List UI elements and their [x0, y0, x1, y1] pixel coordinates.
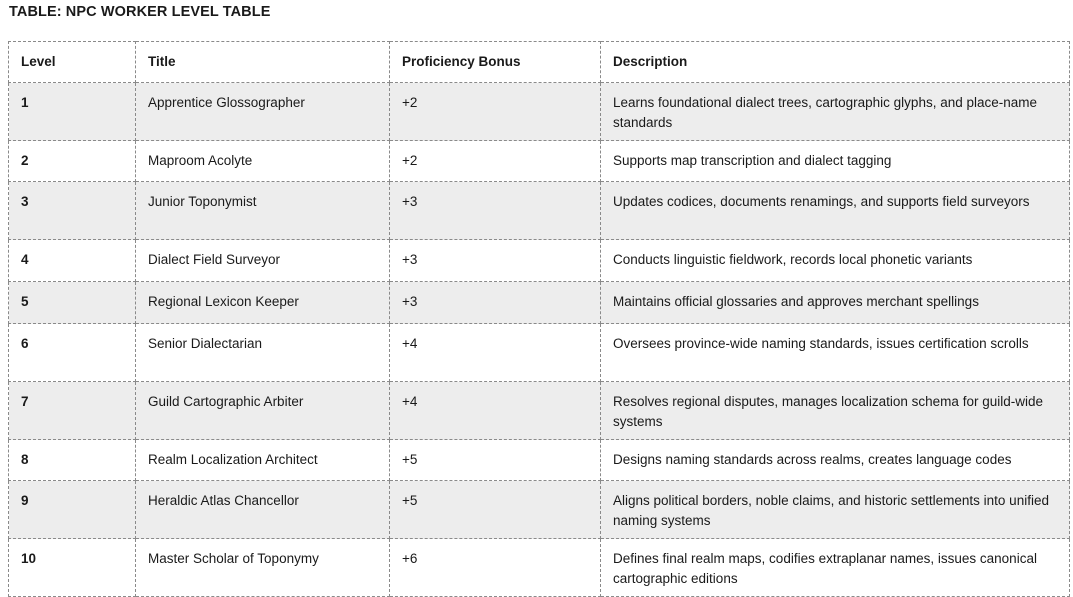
- bonus-cell: +3: [390, 282, 601, 324]
- level-cell: 10: [9, 539, 136, 597]
- table-row: [9, 240, 1070, 282]
- bonus-cell: +3: [390, 240, 601, 282]
- description-cell: Designs naming standards across realms, creates language codes: [601, 440, 1070, 481]
- title-cell: Apprentice Glossographer: [136, 83, 390, 141]
- bonus-cell: +2: [390, 141, 601, 182]
- description-cell: Supports map transcription and dialect tagging: [601, 141, 1070, 182]
- title-cell: Master Scholar of Toponymy: [136, 539, 390, 597]
- bonus-cell: +5: [390, 440, 601, 481]
- table-row: [9, 440, 1070, 481]
- bonus-cell: +2: [390, 83, 601, 141]
- title-cell: Dialect Field Surveyor: [136, 240, 390, 282]
- table-row: [9, 382, 1070, 440]
- title-cell: Heraldic Atlas Chancellor: [136, 481, 390, 539]
- table-row: [9, 141, 1070, 182]
- bonus-cell: +6: [390, 539, 601, 597]
- title-cell: Maproom Acolyte: [136, 141, 390, 182]
- description-cell: Oversees province-wide naming standards, issues certification scrolls: [601, 324, 1070, 382]
- title-cell: Guild Cartographic Arbiter: [136, 382, 390, 440]
- table-caption: TABLE: NPC WORKER LEVEL TABLE: [9, 4, 271, 20]
- table-row: [9, 324, 1070, 382]
- table-row: [9, 182, 1070, 240]
- description-cell: Defines final realm maps, codifies extraplanar names, issues canonical cartographic editions: [601, 539, 1070, 597]
- description-cell: Aligns political borders, noble claims, and historic settlements into unified naming systems: [601, 481, 1070, 539]
- table-row: [9, 539, 1070, 597]
- title-cell: Regional Lexicon Keeper: [136, 282, 390, 324]
- level-cell: 5: [9, 282, 136, 324]
- level-cell: 1: [9, 83, 136, 141]
- level-cell: 7: [9, 382, 136, 440]
- table-header-row: [9, 42, 1070, 83]
- title-cell: Realm Localization Architect: [136, 440, 390, 481]
- description-cell: Updates codices, documents renamings, and supports field surveyors: [601, 182, 1070, 240]
- bonus-cell: +5: [390, 481, 601, 539]
- npc-worker-level-table: [8, 41, 1070, 597]
- level-cell: 6: [9, 324, 136, 382]
- title-cell: Senior Dialectarian: [136, 324, 390, 382]
- header-title: Title: [136, 42, 390, 83]
- header-description: Description: [601, 42, 1070, 83]
- bonus-cell: +3: [390, 182, 601, 240]
- bonus-cell: +4: [390, 324, 601, 382]
- level-cell: 8: [9, 440, 136, 481]
- description-cell: Maintains official glossaries and approves merchant spellings: [601, 282, 1070, 324]
- table-row: [9, 282, 1070, 324]
- level-cell: 2: [9, 141, 136, 182]
- description-cell: Conducts linguistic fieldwork, records local phonetic variants: [601, 240, 1070, 282]
- level-cell: 3: [9, 182, 136, 240]
- header-level: Level: [9, 42, 136, 83]
- title-cell: Junior Toponymist: [136, 182, 390, 240]
- description-cell: Learns foundational dialect trees, cartographic glyphs, and place-name standards: [601, 83, 1070, 141]
- description-cell: Resolves regional disputes, manages localization schema for guild-wide systems: [601, 382, 1070, 440]
- table-row: [9, 83, 1070, 141]
- level-cell: 4: [9, 240, 136, 282]
- bonus-cell: +4: [390, 382, 601, 440]
- level-cell: 9: [9, 481, 136, 539]
- header-proficiency-bonus: Proficiency Bonus: [390, 42, 601, 83]
- table-row: [9, 481, 1070, 539]
